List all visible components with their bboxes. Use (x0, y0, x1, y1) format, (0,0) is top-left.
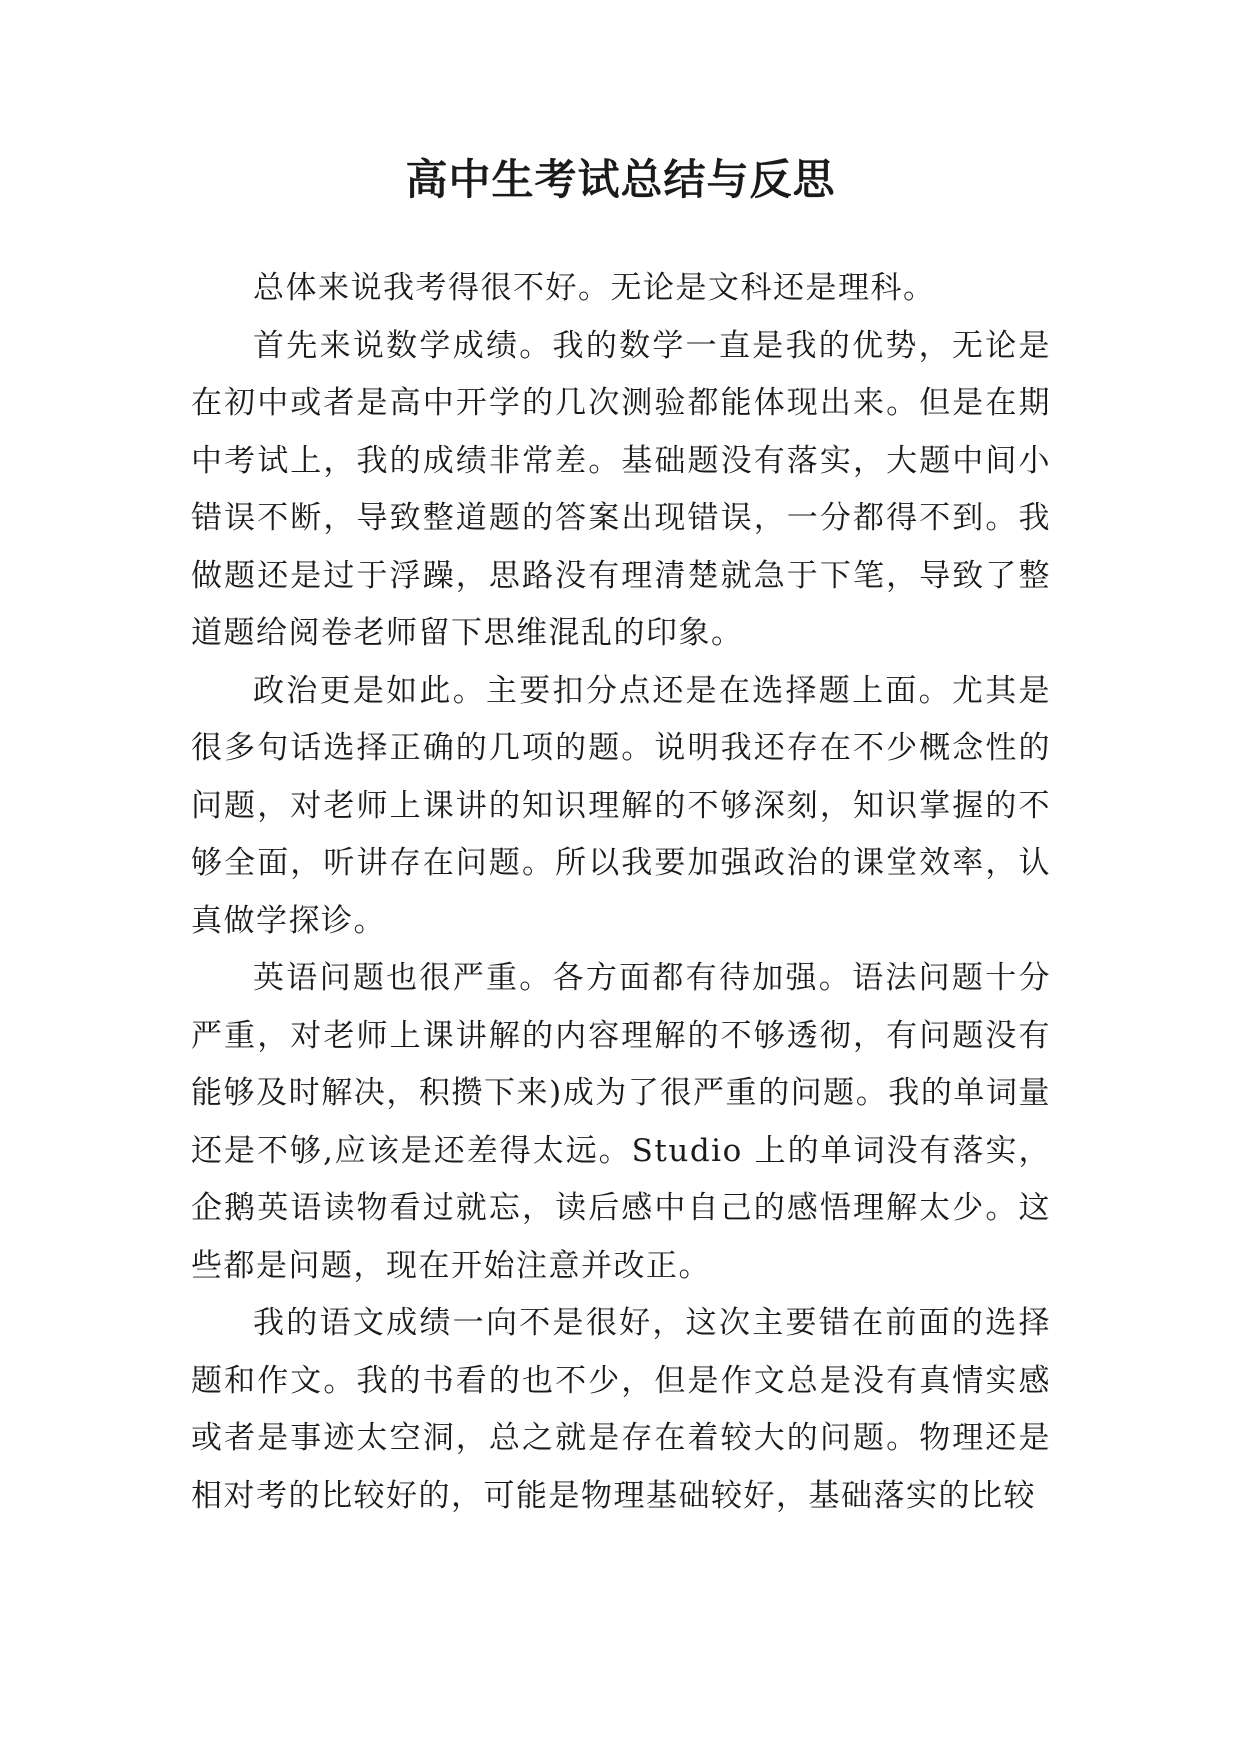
paragraph-3: 政治更是如此。主要扣分点还是在选择题上面。尤其是很多句话选择正确的几项的题。说明我还存在不少概念性的问题，对老师上课讲的知识理解的不够深刻，知识掌握的不够全面，听讲存在问题。所以我要加强政治的课堂效率，认真做学探诊。 (191, 672, 1051, 939)
paragraph-4: 英语问题也很严重。各方面都有待加强。语法问题十分严重，对老师上课讲解的内容理解的不够透彻，有问题没有能够及时解决，积攒下来)成为了很严重的问题。我的单词量还是不够,应该是还差得太远。Studio 上的单词没有落实，企鹅英语读物看过就忘，读后感中自己的感悟理解太少。这些都是问题，现在开始注意并改正。 (191, 960, 1051, 1284)
document-body (191, 260, 1051, 1525)
paragraph-5: 我的语文成绩一向不是很好，这次主要错在前面的选择题和作文。我的书看的也不少，但是作文总是没有真情实感或者是事迹太空洞，总之就是存在着较大的问题。物理还是相对考的比较好的，可能是物理基础较好，基础落实的比较 (191, 1305, 1051, 1514)
paragraph-1: 总体来说我考得很不好。无论是文科还是理科。 (253, 270, 936, 306)
document-title: 高中生考试总结与反思 (405, 155, 836, 204)
paragraph-2: 首先来说数学成绩。我的数学一直是我的优势，无论是在初中或者是高中开学的几次测验都能体现出来。但是在期中考试上，我的成绩非常差。基础题没有落实，大题中间小错误不断，导致整道题的答案出现错误，一分都得不到。我做题还是过于浮躁，思路没有理清楚就急于下笔，导致了整道题给阅卷老师留下思维混乱的印象。 (191, 327, 1051, 651)
